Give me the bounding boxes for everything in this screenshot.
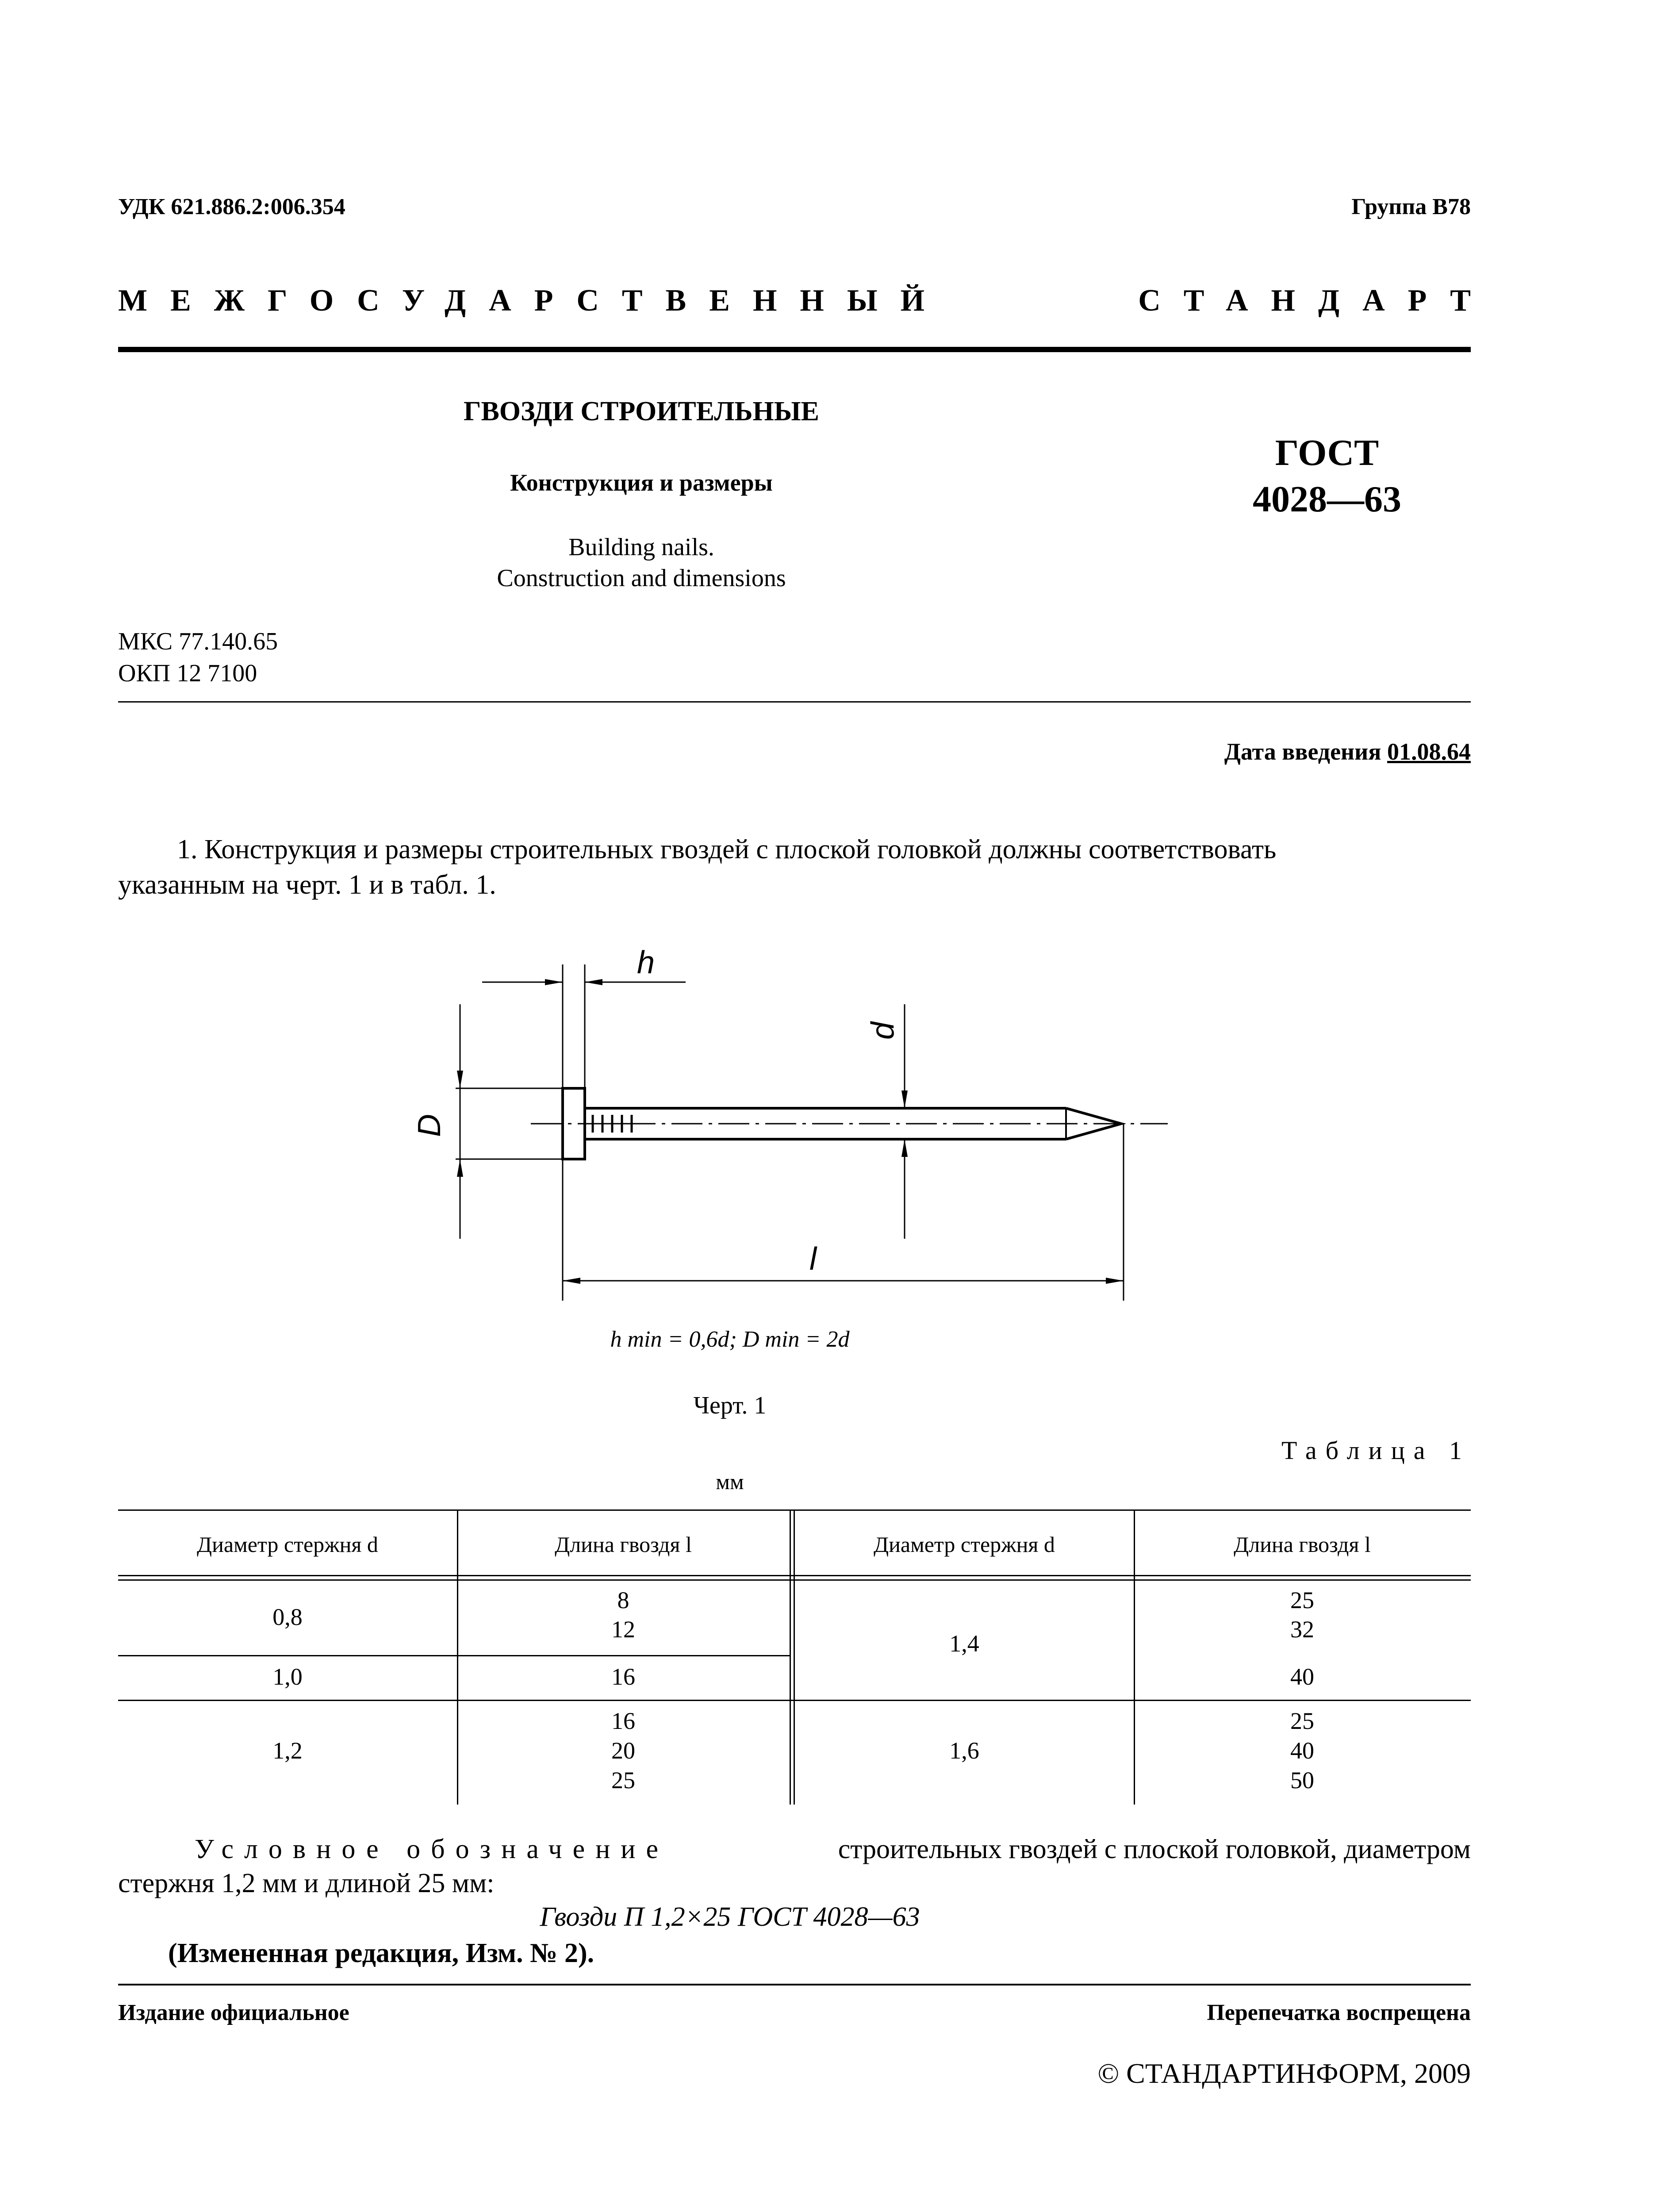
amendment-note: (Измененная редакция, Изм. № 2).	[168, 1938, 594, 1968]
table-cell: 12	[611, 1616, 635, 1643]
drawing-caption: Черт. 1	[693, 1392, 767, 1419]
table-cell: 25	[1290, 1708, 1314, 1734]
table-cell: 0,8	[272, 1604, 303, 1630]
table-cell: 20	[611, 1737, 635, 1764]
header-diameter-left: Диаметр стержня d	[197, 1532, 378, 1557]
label-D: D	[412, 1114, 447, 1137]
table-cell: 1,4	[949, 1630, 979, 1657]
udk-code: УДК 621.886.2:006.354	[118, 194, 345, 219]
table-cell: 1,0	[272, 1663, 303, 1690]
label-h: h	[637, 945, 655, 980]
document-title: ГВОЗДИ СТРОИТЕЛЬНЫЕ	[464, 396, 819, 426]
gost-label: ГОСТ	[1275, 432, 1379, 473]
group-code: Группа В78	[1351, 194, 1471, 219]
designation-line1	[195, 1834, 669, 1865]
table-cell: 1,2	[272, 1737, 303, 1764]
label-d: d	[865, 1022, 901, 1040]
header-length-right: Длина гвоздя l	[1234, 1532, 1371, 1557]
banner-rule	[118, 347, 1471, 352]
mks-code: МКС 77.140.65	[118, 628, 278, 655]
banner-left-word: МЕЖГОСУДАРСТВЕННЫЙ	[118, 284, 948, 318]
nail-drawing	[412, 929, 1194, 1327]
table-cell: 50	[1290, 1767, 1314, 1793]
designation-spaced-term: Условное обозначение	[195, 1834, 669, 1864]
introduction-date	[1224, 738, 1471, 765]
dimensions-table	[118, 1509, 1471, 1805]
gost-number: 4028—63	[1253, 479, 1401, 520]
english-title-line2: Construction and dimensions	[497, 565, 786, 592]
designation-line1-rest	[838, 1834, 1471, 1865]
table-cell: 8	[617, 1587, 629, 1613]
table-cell: 25	[1290, 1587, 1314, 1613]
designation-line2: стержня 1,2 мм и длиной 25 мм:	[118, 1868, 495, 1898]
table-unit: мм	[716, 1469, 744, 1494]
table-cell: 1,6	[949, 1737, 979, 1764]
banner-right-word: СТАНДАРТ	[1138, 284, 1494, 318]
table-cell: 16	[611, 1708, 635, 1734]
table-cell: 40	[1290, 1737, 1314, 1764]
designation-rest: строительных гвоздей с плоской головкой, диаметром	[838, 1834, 1471, 1864]
date-label: Дата введения	[1224, 738, 1387, 765]
table-cell: 25	[611, 1767, 635, 1793]
clause-1-line1: 1. Конструкция и размеры строительных гвоздей с плоской головкой должны соответствовать	[177, 834, 1277, 864]
table-cell: 16	[611, 1663, 635, 1690]
copyright: © СТАНДАРТИНФОРМ, 2009	[1097, 2058, 1471, 2089]
date-value: 01.08.64	[1387, 738, 1471, 765]
footer-rule	[118, 1984, 1471, 1985]
clause-1-line2: указанным на черт. 1 и в табл. 1.	[118, 870, 496, 900]
table-cell: 32	[1290, 1616, 1314, 1643]
designation-example: Гвозди П 1,2×25 ГОСТ 4028—63	[540, 1902, 920, 1932]
header-diameter-right: Диаметр стержня d	[874, 1532, 1055, 1557]
reprint-note: Перепечатка воспрещена	[1207, 2000, 1471, 2025]
header-length-left: Длина гвоздя l	[555, 1532, 692, 1557]
label-l: l	[809, 1241, 817, 1277]
english-title-line1: Building nails.	[568, 534, 714, 561]
drawing-formula: h min = 0,6d; D min = 2d	[610, 1327, 850, 1352]
document-subtitle: Конструкция и размеры	[510, 469, 773, 496]
table-title: Таблица 1	[1281, 1436, 1471, 1465]
okp-code: ОКП 12 7100	[118, 660, 257, 687]
table-cell: 40	[1290, 1663, 1314, 1690]
edition-note: Издание официальное	[118, 2000, 349, 2025]
classification-rule	[118, 701, 1471, 703]
